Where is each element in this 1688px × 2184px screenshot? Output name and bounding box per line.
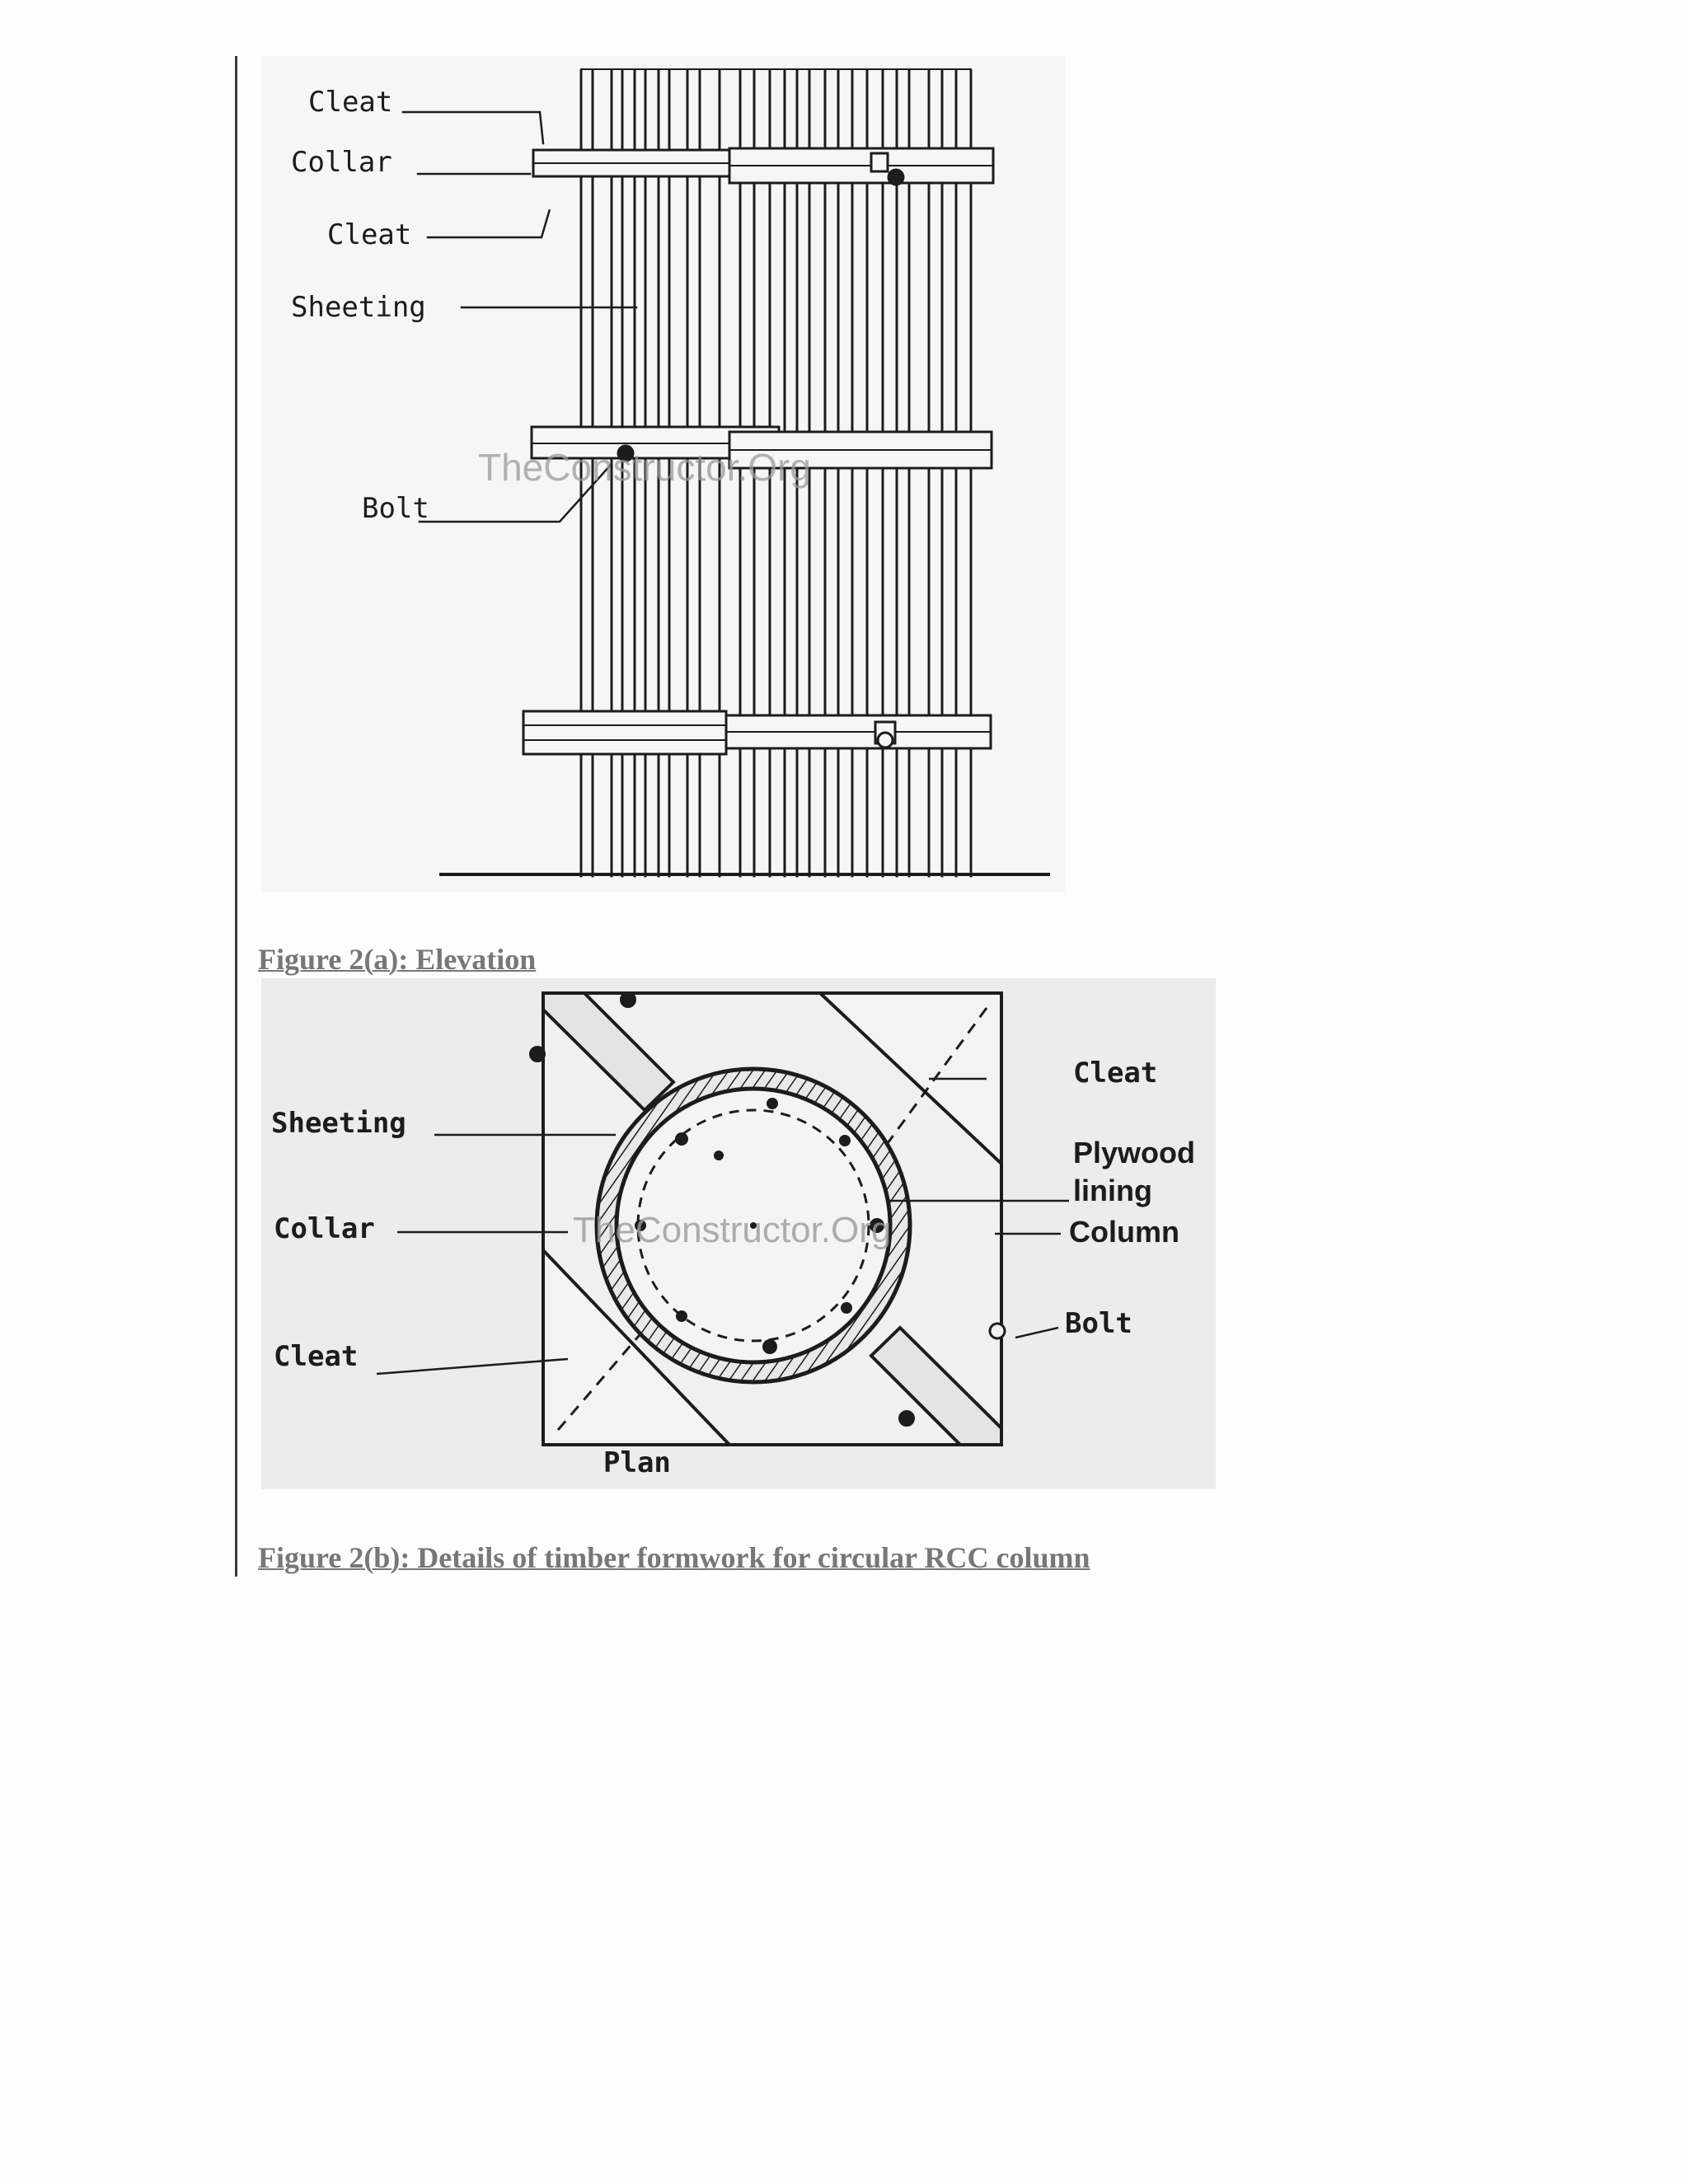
elevation-drawing: [261, 56, 1065, 893]
plan-label-bolt: Bolt: [1065, 1307, 1132, 1340]
label-cleat-top: Cleat: [308, 86, 393, 119]
figure-plan: [261, 978, 1216, 1489]
plan-label-cleat-right: Cleat: [1073, 1057, 1158, 1090]
watermark: TheConstructor.Org: [478, 446, 811, 489]
label-collar: Collar: [291, 146, 392, 179]
label-sheeting: Sheeting: [291, 291, 426, 324]
label-bolt: Bolt: [362, 492, 429, 525]
bolt-bottom: [878, 733, 893, 748]
plan-label-sheeting: Sheeting: [271, 1107, 406, 1140]
label-cleat-bottom: Cleat: [327, 218, 412, 251]
plan-label-plywood: Plywood: [1073, 1136, 1196, 1169]
plan-label-plan: Plan: [603, 1446, 671, 1479]
figure-elevation: [261, 56, 1065, 893]
plan-label-lining: lining: [1073, 1174, 1152, 1207]
plan-label-column: Column: [1069, 1215, 1179, 1249]
plan-label-collar: Collar: [274, 1212, 375, 1245]
plan-watermark: TheConstructor.Org: [573, 1210, 892, 1250]
page-left-rule: [235, 56, 237, 1577]
caption-figure-a: Figure 2(a): Elevation: [258, 943, 537, 976]
collar-bottom: [523, 711, 991, 754]
collar-top: [533, 148, 993, 183]
plan-drawing: [261, 978, 1216, 1489]
caption-figure-b: Figure 2(b): Details of timber formwork for circular RCC column: [258, 1541, 1090, 1574]
plan-label-cleat-left: Cleat: [274, 1340, 359, 1373]
bolt-top: [888, 169, 904, 185]
